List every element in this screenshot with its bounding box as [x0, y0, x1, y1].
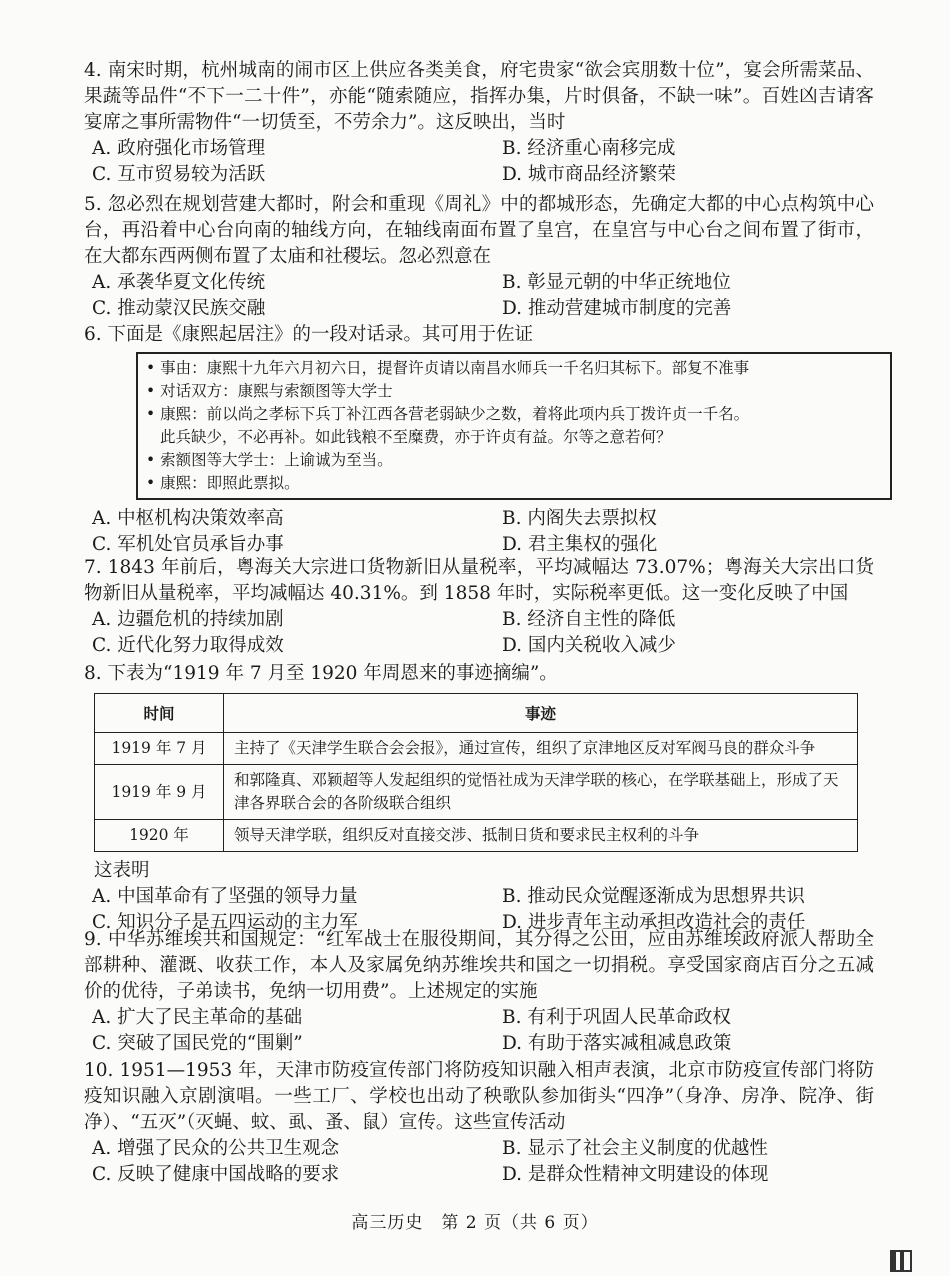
question-tail: 这表明: [94, 860, 150, 881]
option-a: A. 扩大了民主革命的基础: [92, 1007, 303, 1028]
question-6: [84, 322, 874, 558]
option-c: C. 知识分子是五四运动的主力军: [92, 912, 358, 933]
option-b: B. 经济重心南移完成: [502, 138, 676, 159]
dialogue-line: 此兵缺少，不必再补。如此钱粮不至糜费，亦于许贞有益。尔等之意若何？: [160, 428, 672, 446]
option-a: A. 中国革命有了坚强的领导力量: [92, 886, 358, 907]
options: [92, 506, 874, 558]
dialogue-line: • 索额图等大学士：上谕诚为至当。: [146, 451, 393, 469]
table-cell-time: 1919 年 7 月: [95, 733, 224, 765]
qr-code-icon: [890, 1250, 912, 1272]
question-stem: 4. 南宋时期，杭州城南的闹市区上供应各类美食，府宅贵家“欲会宾朋数十位”，宴会所需菜品、果蔬等品件“不下一二十件”，亦能“随索随应，指挥办集，片时俱备，不缺一味”。百姓凶吉请客宴席之事所需物件“一切赁至，不劳余力”。这反映出，当时: [84, 60, 874, 133]
question-stem: 9. 中华苏维埃共和国规定：“红军战士在服役期间，其分得之公田，应由苏维埃政府派人帮助全部耕种、灌溉、收获工作，本人及家属免纳苏维埃共和国之一切捐税。享受国家商店百分之五减价的优待，子弟读书，免纳一切用费”。上述规定的实施: [84, 929, 874, 1002]
option-b: B. 内阁失去票拟权: [502, 508, 657, 529]
table-cell-time: 1919 年 9 月: [95, 765, 224, 820]
option-c: C. 突破了国民党的“围剿”: [92, 1033, 303, 1054]
dialogue-box: [136, 352, 892, 500]
question-stem: 5. 忽必烈在规划营建大都时，附会和重现《周礼》中的都城形态，先确定大都的中心点构筑中心台，再沿着中心台向南的轴线方向，在轴线南面布置了皇宫，在皇宫与中心台之间布置了街市，在大都东西两侧布置了太庙和社稷坛。忽必烈意在: [84, 194, 874, 267]
option-d: D. 推动营建城市制度的完善: [502, 298, 732, 319]
option-d: D. 进步青年主动承担改造社会的责任: [502, 912, 806, 933]
option-c: C. 军机处官员承旨办事: [92, 534, 284, 555]
question-4: [84, 58, 874, 188]
option-d: D. 城市商品经济繁荣: [502, 164, 676, 185]
option-a: A. 增强了民众的公共卫生观念: [92, 1138, 340, 1159]
option-d: D. 国内关税收入减少: [502, 635, 676, 656]
option-c: C. 推动蒙汉民族交融: [92, 298, 266, 319]
column-header-time: 时间: [95, 694, 224, 733]
question-stem: 7. 1843 年前后，粤海关大宗进口货物新旧从量税率，平均减幅达 73.07%；粤海关大宗出口货物新旧从量税率，平均减幅达 40.31%。到 1858 年时，实际税率更低。这一变化反映了中国: [84, 557, 874, 604]
option-d: D. 君主集权的强化: [502, 534, 658, 555]
option-a: A. 承袭华夏文化传统: [92, 272, 266, 293]
options: [92, 607, 874, 659]
option-c: C. 近代化努力取得成效: [92, 635, 284, 656]
dialogue-line: • 事由：康熙十九年六月初六日，提督许贞请以南昌水师兵一千名归其标下。部复不准事: [146, 359, 750, 377]
option-b: B. 有利于巩固人民革命政权: [502, 1007, 731, 1028]
dialogue-line: • 康熙：即照此票拟。: [146, 474, 300, 492]
events-table: [94, 693, 858, 852]
question-5: [84, 192, 874, 322]
question-stem: 10. 1951—1953 年，天津市防疫宣传部门将防疫知识融入相声表演，北京市防疫宣传部门将防疫知识融入京剧演唱。一些工厂、学校也出动了秧歌队参加街头“四净”（身净、房净、院净、街净）、“五灭”（灭蝇、蚊、虱、蚤、鼠）宣传。这些宣传活动: [84, 1060, 874, 1133]
options: [92, 136, 874, 188]
question-8: [84, 661, 874, 936]
option-d: D. 有助于落实减租减息政策: [502, 1033, 732, 1054]
option-a: A. 边疆危机的持续加剧: [92, 609, 284, 630]
question-10: [84, 1058, 874, 1188]
options: [92, 1136, 874, 1188]
table-header-row: [95, 694, 858, 733]
option-a: A. 中枢机构决策效率高: [92, 508, 284, 529]
option-b: B. 推动民众觉醒逐渐成为思想界共识: [502, 886, 805, 907]
column-header-events: 事迹: [224, 694, 858, 733]
table-row: [95, 733, 858, 765]
dialogue-line: • 对话双方：康熙与索额图等大学士: [146, 382, 393, 400]
dialogue-line: • 康熙：前以尚之孝标下兵丁补江西各营老弱缺少之数，着将此项内兵丁拨许贞一千名。: [146, 405, 750, 423]
table-cell-time: 1920 年: [95, 820, 224, 852]
option-a: A. 政府强化市场管理: [92, 138, 266, 159]
question-stem: 8. 下表为“1919 年 7 月至 1920 年周恩来的事迹摘编”。: [84, 663, 558, 684]
options: [92, 1005, 874, 1057]
table-row: [95, 765, 858, 820]
option-b: B. 经济自主性的降低: [502, 609, 676, 630]
question-9: [84, 927, 874, 1057]
question-7: [84, 555, 874, 659]
table-cell-event: 和郭隆真、邓颖超等人发起组织的觉悟社成为天津学联的核心，在学联基础上，形成了天津各界联合会的各阶级联合组织: [224, 765, 858, 820]
table-row: [95, 820, 858, 852]
options: [92, 270, 874, 322]
option-c: C. 互市贸易较为活跃: [92, 164, 266, 185]
option-b: B. 彰显元朝的中华正统地位: [502, 272, 731, 293]
option-d: D. 是群众性精神文明建设的体现: [502, 1164, 769, 1185]
table-cell-event: 领导天津学联，组织反对直接交涉、抵制日货和要求民主权利的斗争: [224, 820, 858, 852]
option-c: C. 反映了健康中国战略的要求: [92, 1164, 340, 1185]
question-stem: 6. 下面是《康熙起居注》的一段对话录。其可用于佐证: [84, 324, 534, 345]
page-footer: 高三历史 第 2 页（共 6 页）: [351, 1213, 599, 1233]
table-cell-event: 主持了《天津学生联合会会报》，通过宣传，组织了京津地区反对军阀马良的群众斗争: [224, 733, 858, 765]
option-b: B. 显示了社会主义制度的优越性: [502, 1138, 768, 1159]
